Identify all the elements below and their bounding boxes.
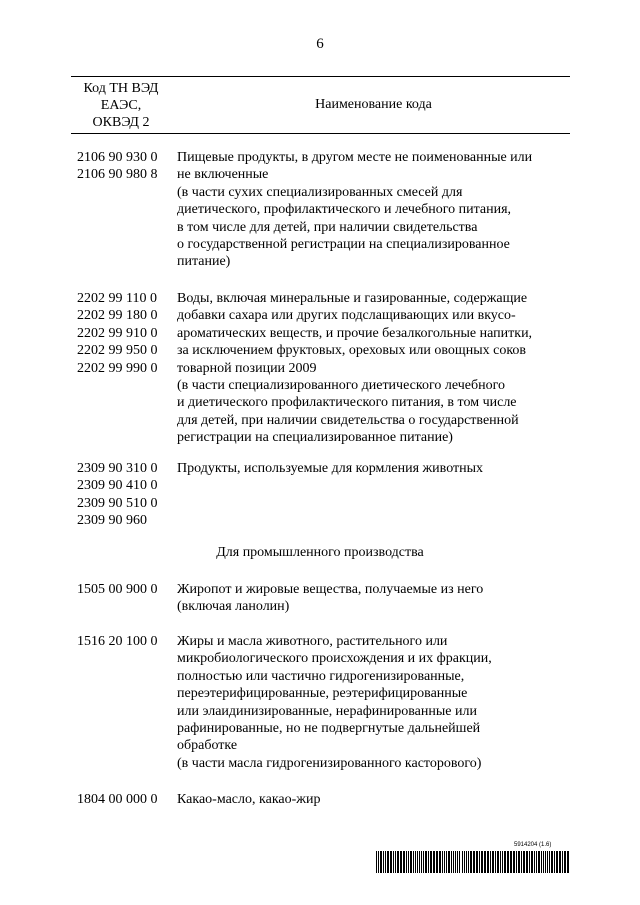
barcode-bar — [430, 851, 432, 873]
barcode-bar — [444, 851, 445, 873]
code-line: 2202 99 910 0 — [77, 325, 158, 341]
barcode-bar — [521, 851, 522, 873]
description-cell — [177, 581, 577, 616]
code-cell — [77, 290, 177, 377]
code-line: 1516 20 100 0 — [77, 634, 158, 649]
code-line: 2202 99 180 0 — [77, 308, 158, 324]
description-line: о государственной регистрации на специализированное — [177, 237, 510, 253]
barcode-bar — [403, 851, 405, 873]
barcode-bar — [408, 851, 409, 873]
description-cell — [177, 149, 577, 271]
barcode-bar — [484, 851, 486, 873]
code-line: 1804 00 000 0 — [77, 792, 158, 807]
description-line: товарной позиции 2009 — [177, 360, 317, 376]
barcode-bar — [504, 851, 506, 873]
code-line: 2202 99 950 0 — [77, 343, 158, 359]
barcode-bar — [457, 851, 458, 873]
description-line: переэтерифицированные, реэтерифицированные — [177, 686, 468, 702]
code-cell — [77, 149, 177, 184]
barcode-bar — [492, 851, 494, 873]
barcode-bar — [436, 851, 438, 873]
description-line: микробиологического происхождения и их фракции, — [177, 651, 492, 667]
barcode-bar — [383, 851, 384, 873]
barcode-bar — [451, 851, 452, 873]
barcode-bar — [466, 851, 467, 873]
barcode-bar — [464, 851, 465, 873]
barcode-bar — [518, 851, 520, 873]
barcode-bar — [446, 851, 447, 873]
barcode-bar — [507, 851, 509, 873]
barcode-bar — [500, 851, 501, 873]
description-line: для детей, при наличии свидетельства о государственной — [177, 412, 519, 428]
barcode-bar — [439, 851, 441, 873]
header-name-column: Наименование кода — [315, 97, 432, 112]
barcode-bar — [421, 851, 422, 873]
description-line: диетического, профилактического и лечебного питания, — [177, 202, 512, 218]
barcode-bar — [428, 851, 429, 873]
barcode-bar — [387, 851, 389, 873]
barcode-bar — [455, 851, 456, 873]
barcode-label: 5914204 (1.6) — [514, 842, 552, 848]
barcode-bar — [419, 851, 420, 873]
barcode-bar — [442, 851, 443, 873]
barcode-bar — [562, 851, 563, 873]
barcode-bar — [406, 851, 407, 873]
code-line: 2309 90 510 0 — [77, 495, 158, 511]
barcode-bar — [415, 851, 416, 873]
barcode-bar — [549, 851, 550, 873]
barcode-bar — [531, 851, 533, 873]
description-cell — [177, 460, 577, 477]
barcode-bar — [417, 851, 418, 873]
barcode-bar — [423, 851, 424, 873]
description-line: или элаидинизированные, нерафинированные или — [177, 703, 477, 719]
description-line: питание) — [177, 254, 231, 270]
description-line: Продукты, используемые для кормления животных — [177, 461, 484, 476]
description-line: полностью или частично гидрогенизированные, — [177, 668, 465, 684]
barcode-bar — [425, 851, 427, 873]
code-line: 2309 90 960 — [77, 513, 147, 529]
barcode-bar — [376, 851, 377, 873]
barcode-bar — [538, 851, 540, 873]
barcode-bar — [513, 851, 515, 873]
barcode-bar — [479, 851, 480, 873]
code-line: 2202 99 990 0 — [77, 360, 158, 376]
barcode-bar — [534, 851, 535, 873]
barcode-bar — [497, 851, 499, 873]
code-line: 2309 90 410 0 — [77, 478, 158, 494]
description-line: Какао-масло, какао-жир — [177, 792, 321, 807]
barcode-bar — [487, 851, 489, 873]
barcode-bar — [400, 851, 402, 873]
barcode-bar — [559, 851, 561, 873]
description-line: Пищевые продукты, в другом месте не поименованные или — [177, 150, 533, 165]
barcode-bar — [468, 851, 469, 873]
barcode-bar — [551, 851, 553, 873]
barcode-bar — [554, 851, 555, 873]
barcode-bar — [448, 851, 450, 873]
barcode-bar — [495, 851, 496, 873]
barcode-bar — [545, 851, 546, 873]
barcode-bar — [380, 851, 382, 873]
code-cell — [77, 581, 177, 598]
code-line: 2106 90 930 0 — [77, 150, 158, 165]
barcode-bar — [502, 851, 503, 873]
barcode-bar — [529, 851, 530, 873]
barcode-bar — [390, 851, 392, 873]
description-line: Жиропот и жировые вещества, получаемые из него — [177, 582, 484, 597]
description-line: (в части специализированного диетического лечебного — [177, 378, 505, 394]
barcode-bar — [397, 851, 399, 873]
barcode — [376, 851, 572, 873]
barcode-bar — [395, 851, 396, 873]
barcode-bar — [410, 851, 412, 873]
description-cell — [177, 633, 577, 772]
barcode-bar — [547, 851, 548, 873]
header-code-line: ОКВЭД 2 — [92, 115, 150, 130]
description-line: не включенные — [177, 167, 269, 183]
code-line: 2202 99 110 0 — [77, 291, 157, 306]
barcode-bar — [433, 851, 435, 873]
barcode-bar — [543, 851, 544, 873]
code-cell — [77, 791, 177, 808]
description-line: рафинированные, но не подвергнутые дальнейшей — [177, 721, 481, 737]
barcode-bar — [393, 851, 394, 873]
description-line: за исключением фруктовых, ореховых или овощных соков — [177, 343, 527, 359]
description-cell — [177, 290, 577, 447]
barcode-bar — [481, 851, 483, 873]
code-cell — [77, 460, 177, 530]
barcode-bar — [378, 851, 379, 873]
description-line: и диетического профилактического питания, в том числе — [177, 395, 517, 411]
description-line: обработке — [177, 738, 238, 754]
barcode-bar — [413, 851, 414, 873]
description-line: (включая ланолин) — [177, 599, 290, 615]
barcode-bar — [490, 851, 491, 873]
header-code-line: Код ТН ВЭД — [83, 81, 159, 96]
barcode-bar — [510, 851, 512, 873]
description-line: (в части сухих специализированных смесей для — [177, 184, 463, 200]
barcode-bar — [385, 851, 386, 873]
header-code-column — [71, 80, 171, 131]
description-line: (в части масла гидрогенизированного касторового) — [177, 755, 482, 771]
code-line: 1505 00 900 0 — [77, 582, 158, 597]
description-line: Жиры и масла животного, растительного или — [177, 634, 448, 649]
description-line: ароматических веществ, и прочие безалкогольные напитки, — [177, 325, 533, 341]
barcode-bar — [556, 851, 558, 873]
description-line: Воды, включая минеральные и газированные, содержащие — [177, 291, 528, 306]
description-line: добавки сахара или других подслащивающих или вкусо- — [177, 308, 516, 324]
barcode-bar — [462, 851, 463, 873]
barcode-bar — [453, 851, 454, 873]
barcode-bar — [459, 851, 460, 873]
barcode-bar — [567, 851, 569, 873]
description-line: в том числе для детей, при наличии свидетельства — [177, 219, 478, 235]
section-heading: Для промышленного производства — [216, 545, 424, 560]
barcode-bar — [470, 851, 472, 873]
code-cell — [77, 633, 177, 650]
barcode-bar — [564, 851, 566, 873]
barcode-bar — [473, 851, 475, 873]
description-cell — [177, 791, 577, 808]
page-number: 6 — [316, 36, 324, 52]
code-line: 2309 90 310 0 — [77, 461, 158, 476]
barcode-bar — [516, 851, 517, 873]
table-header — [71, 76, 570, 134]
description-line: регистрации на специализированное питание) — [177, 430, 453, 446]
barcode-bar — [476, 851, 478, 873]
barcode-bar — [523, 851, 525, 873]
barcode-bar — [536, 851, 537, 873]
barcode-bar — [541, 851, 542, 873]
barcode-bar — [526, 851, 528, 873]
header-code-line: ЕАЭС, — [100, 98, 142, 113]
code-line: 2106 90 980 8 — [77, 167, 158, 183]
